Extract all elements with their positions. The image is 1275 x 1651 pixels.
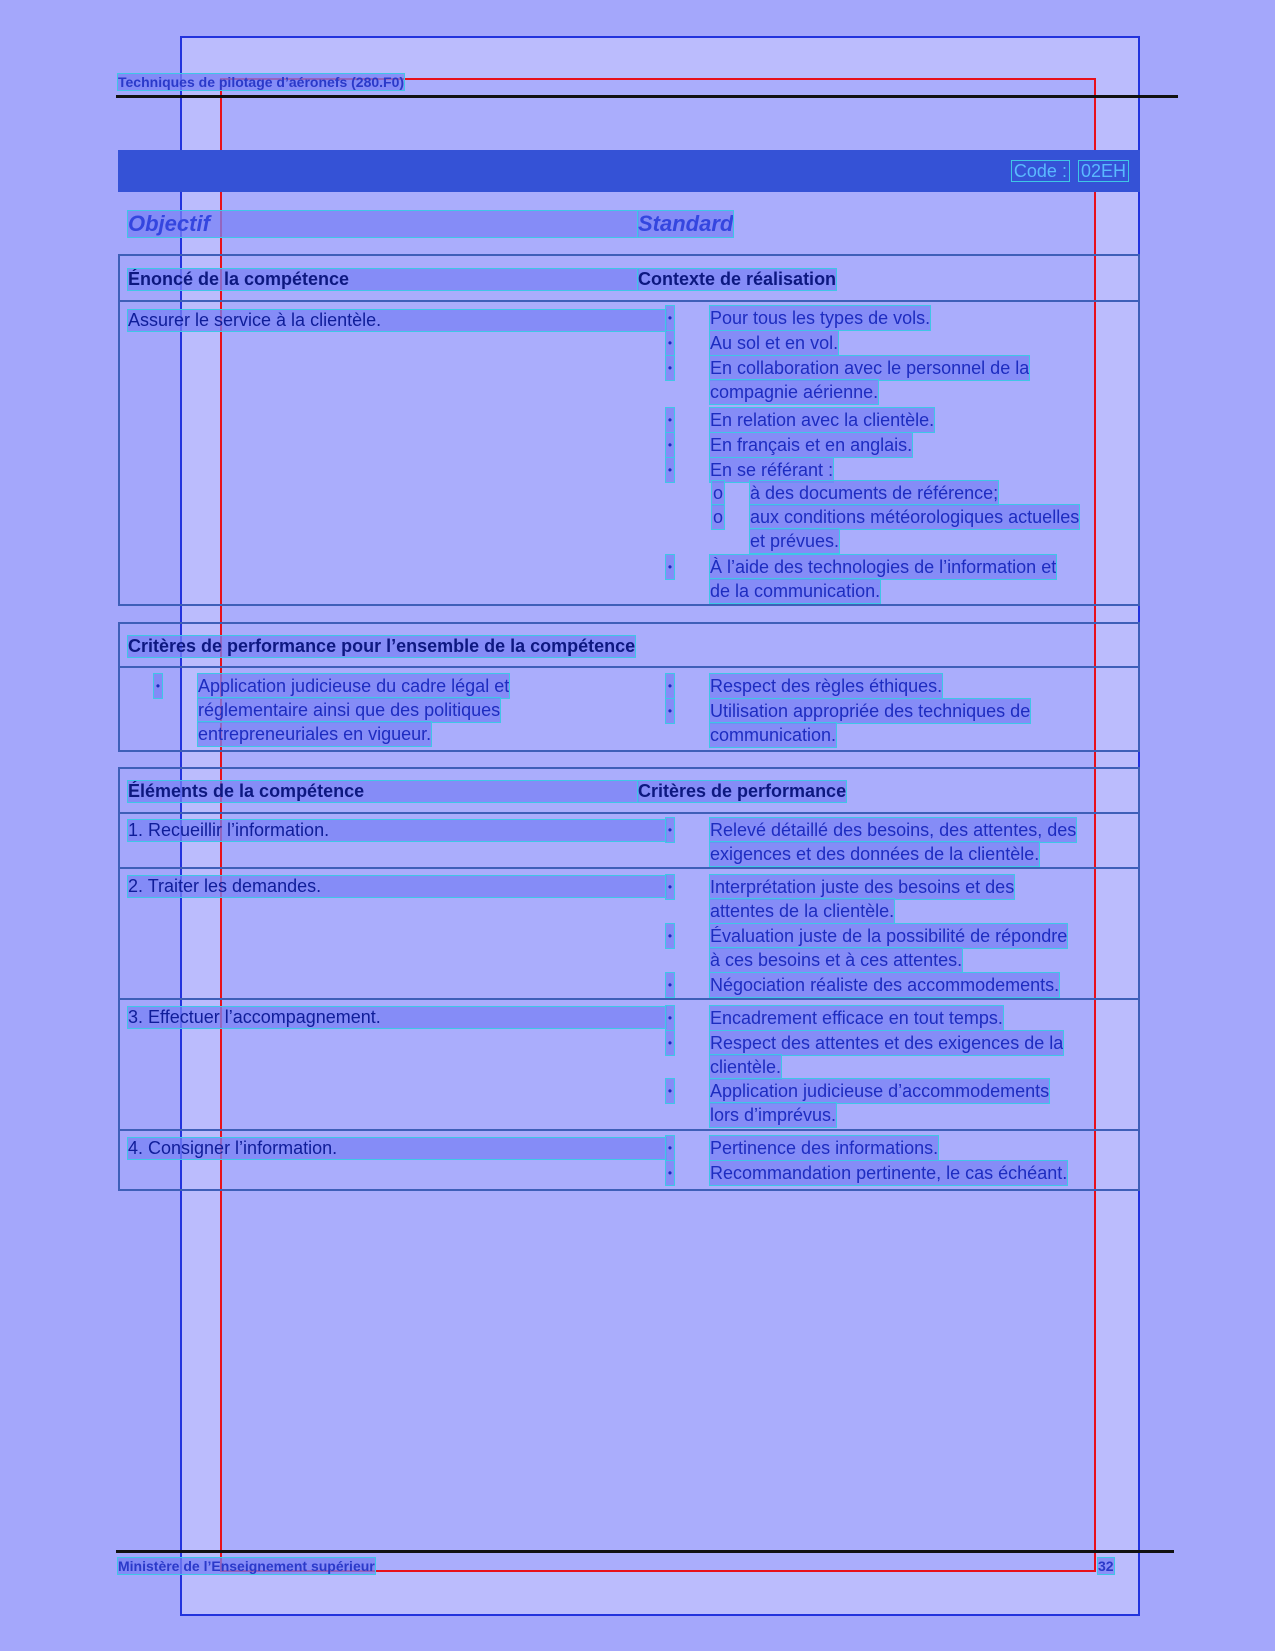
ensemble-line: Respect des règles éthiques. [710,676,943,696]
ensemble-header: Critères de performance pour l’ensemble de la compétence [128,636,636,656]
criterion-item [666,1006,1136,1030]
bullet: • [666,973,674,997]
bullet: • [666,1161,674,1185]
bullet: • [666,1079,674,1103]
context-line: En collaboration avec le personnel de la [710,358,1030,378]
competence-header-left: Énoncé de la compétence [128,269,638,290]
running-header: Techniques de pilotage d’aéronefs (280.F0) [118,74,405,90]
competence-header-divider [118,300,1140,302]
element-label: 1. Recueillir l’information. [128,820,666,841]
bullet: • [666,818,674,842]
bullet: • [666,306,674,330]
ensemble-line: réglementaire ainsi que des politiques [198,700,501,720]
elements-row-divider [118,867,1140,869]
criterion-item [666,1031,1136,1079]
ensemble-right-item-1 [666,674,1136,698]
criterion-line: Relevé détaillé des besoins, des attentes, des [710,820,1077,840]
last-context-item [666,555,1136,603]
context-line: En relation avec la clientèle. [710,410,935,430]
ensemble-header-divider [118,666,1140,668]
criterion-line: Négociation réaliste des accommodements. [710,975,1060,995]
criterion-line: Pertinence des informations. [710,1138,939,1158]
elements-header-right: Critères de performance [638,781,847,801]
criterion-line: Respect des attentes et des exigences de la [710,1033,1064,1053]
ensemble-right-item-2 [666,699,1136,747]
bullet: • [666,408,674,432]
elements-header-left: Éléments de la compétence [128,781,638,802]
code-bar [118,150,1140,192]
footer-ministry: Ministère de l’Enseignement supérieur [118,1558,375,1574]
context-line: À l’aide des technologies de l’information et [710,557,1057,577]
context-line: Au sol et en vol. [710,333,839,353]
bullet: • [666,555,674,579]
criterion-item [666,1161,1136,1185]
sub-bullet: o [712,483,723,503]
sub-item-line: à des documents de référence; [750,483,999,503]
bullet: • [666,674,674,698]
bullet: • [666,1136,674,1160]
ensemble-line: entrepreneuriales en vigueur. [198,724,432,744]
objectif-title: Objectif [128,211,638,237]
sub-item-line: et prévues. [750,531,840,551]
criterion-line: Évaluation juste de la possibilité de répondre [710,926,1068,946]
elements-row-divider [118,998,1140,1000]
standard-title: Standard [638,211,734,236]
bullet: • [666,875,674,899]
context-line: En se référant : [710,460,834,480]
header-rule [116,95,1178,98]
element-label: 3. Effectuer l’accompagnement. [128,1007,666,1028]
context-line: de la communication. [710,581,881,601]
criterion-line: Application judicieuse d’accommodements [710,1081,1050,1101]
ensemble-left-item [154,674,664,746]
bullet: • [666,433,674,457]
criterion-item [666,973,1136,997]
context-line: compagnie aérienne. [710,382,879,402]
competence-header-right: Contexte de réalisation [638,269,837,289]
bullet: • [666,356,674,380]
elements-row-divider [118,1129,1140,1131]
sub-bullet: o [712,507,723,527]
context-item [666,458,1136,482]
competency-code [1012,150,1140,192]
page-number: 32 [1098,1558,1114,1574]
ensemble-line: Application judicieuse du cadre légal et [198,676,510,696]
criterion-line: Recommandation pertinente, le cas échéant. [710,1163,1068,1183]
criterion-line: lors d’imprévus. [710,1105,837,1125]
bullet: • [154,674,162,698]
criterion-line: clientèle. [710,1057,782,1077]
element-label: 2. Traiter les demandes. [128,876,666,897]
context-line: Pour tous les types de vols. [710,308,931,328]
criterion-line: Interprétation juste des besoins et des [710,877,1015,897]
sub-item-line: aux conditions météorologiques actuelles [750,507,1080,527]
bullet: • [666,699,674,723]
criterion-line: Encadrement efficace en tout temps. [710,1008,1003,1028]
bullet: • [666,458,674,482]
bullet: • [666,1031,674,1055]
competence-statement: Assurer le service à la clientèle. [128,310,666,331]
context-item [666,306,1136,330]
criterion-item [666,818,1136,866]
context-item [666,433,1136,457]
bullet: • [666,924,674,948]
ensemble-line: Utilisation appropriée des techniques de [710,701,1031,721]
code-label: Code : [1013,161,1067,181]
criterion-line: exigences et des données de la clientèle. [710,844,1040,864]
criterion-line: attentes de la clientèle. [710,901,895,921]
criterion-item [666,1136,1136,1160]
context-line: En français et en anglais. [710,435,913,455]
context-item [666,356,1136,404]
criterion-line: à ces besoins et à ces attentes. [710,950,963,970]
element-label: 4. Consigner l’information. [128,1138,666,1159]
criterion-item [666,924,1136,972]
criterion-item [666,875,1136,923]
elements-header-divider [118,812,1140,814]
context-item [666,408,1136,432]
context-item [666,331,1136,355]
bullet: • [666,331,674,355]
bullet: • [666,1006,674,1030]
code-value: 02EH [1080,161,1126,181]
footer-rule [116,1550,1174,1553]
ensemble-line: communication. [710,725,837,745]
criterion-item [666,1079,1136,1127]
